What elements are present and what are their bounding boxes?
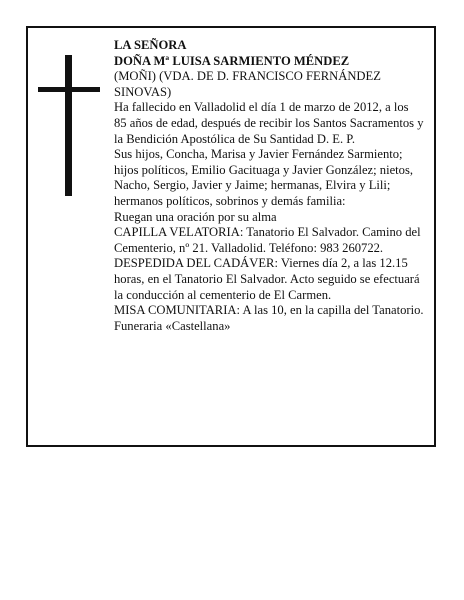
prayer-request: Ruegan una oración por su alma [114,209,277,224]
obituary-text [114,38,424,334]
farewell-info: DESPEDIDA DEL CADÁVER: Viernes día 2, a las 12.15 horas, en el Tanatorio El Salvador. Acto seguido se efectuará la conducción al cementerio de El Carmen. [114,256,420,302]
funeral-home: Funeraria «Castellana» [114,318,231,333]
cross-icon [38,55,100,196]
deceased-name: DOÑA Mª LUISA SARMIENTO MÉNDEZ [114,53,350,68]
death-announcement: Ha fallecido en Valladolid el día 1 de marzo de 2012, a los 85 años de edad, después de recibir los Santos Sacramentos y la Bendición Apostólica de Su Santidad D. E. P. [114,100,424,146]
wake-chapel-info: CAPILLA VELATORIA: Tanatorio El Salvador. Camino del Cementerio, nº 21. Valladolid. Teléfono: 983 260722. [114,225,421,255]
cross-horizontal-bar [38,87,100,92]
family-list: Sus hijos, Concha, Marisa y Javier Fernández Sarmiento; hijos políticos, Emilio Gacituaga y Javier González; nietos, Nacho, Sergio, Javier y Jaime; hermanas, Elvira y Lili; hermanos políticos, sobrinos y demás familia: [114,147,414,208]
mass-info: MISA COMUNITARIA: A las 10, en la capilla del Tanatorio. [114,303,424,318]
deceased-subtitle: (MOÑI) (VDA. DE D. FRANCISCO FERNÁNDEZ SINOVAS) [114,69,381,99]
title-line: LA SEÑORA [114,38,187,52]
cross-vertical-bar [65,55,72,196]
